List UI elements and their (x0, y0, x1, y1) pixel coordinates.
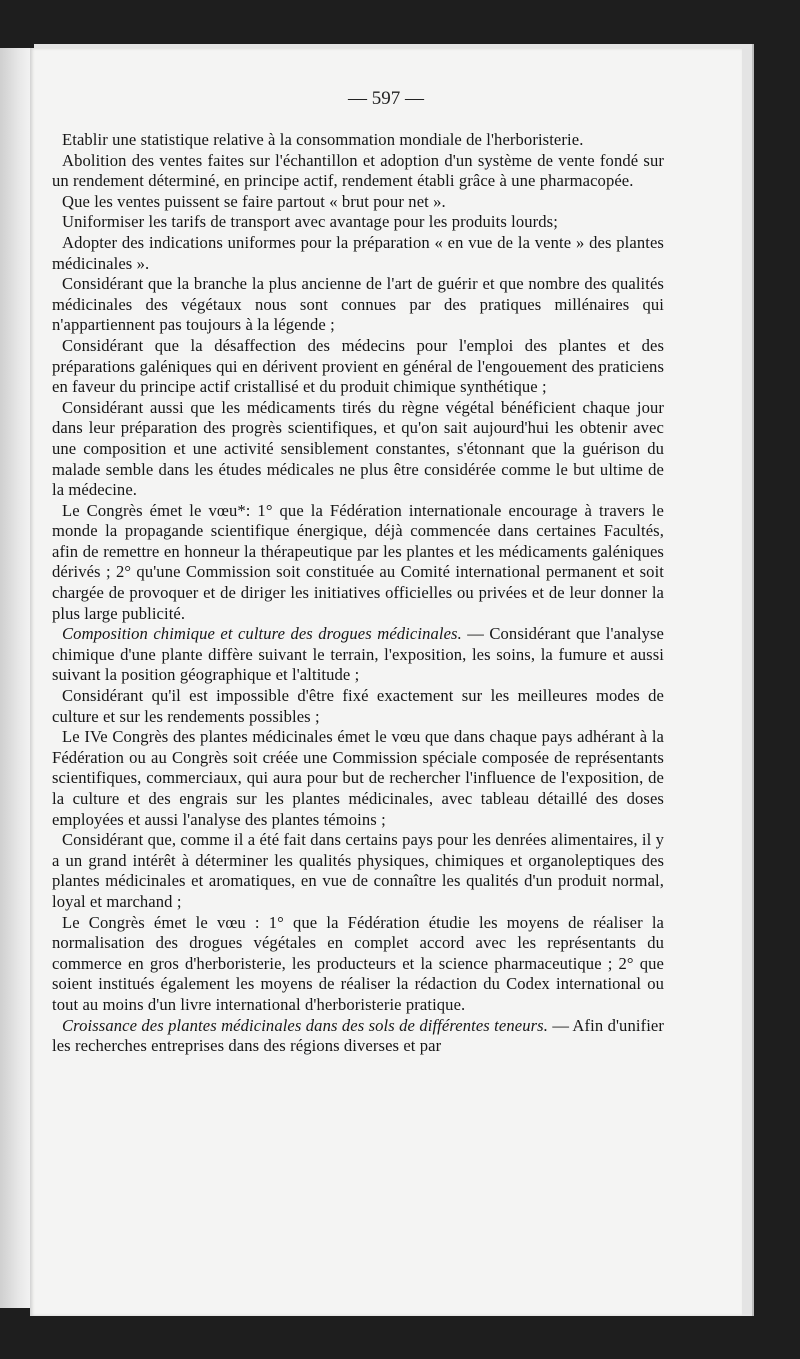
paragraph-11: Considérant qu'il est impossible d'être fixé exactement sur les meilleures modes de culture et sur les rendements possibles ; (52, 686, 664, 726)
paragraph-8: Considérant aussi que les médicaments tirés du règne végétal bénéficient chaque jour dans leur préparation des progrès scientifiques, et qu'on sait aujourd'hui les obtenir avec une composition et une activité sensiblement constantes, s'étonnant que la guérison du malade semble dans les études médicales ne plus être considérée comme le but ultime de la médecine. (52, 397, 664, 500)
paragraph-15: Croissance des plantes médicinales dans des sols de différentes teneurs. — Afin d'unifier les recherches entreprises dans des régions diverses et par (52, 1015, 664, 1056)
paragraph-6: Considérant que la branche la plus ancienne de l'art de guérir et que nombre des qualités médicinales des végétaux nous sont connues par des pratiques millénaires qui n'appartiennent pas toujours à la légende ; (52, 274, 664, 335)
body-text (52, 130, 664, 1057)
paragraph-4: Uniformiser les tarifs de transport avec avantage pour les produits lourds; (62, 212, 558, 232)
paragraph-3: Que les ventes puissent se faire partout « brut pour net ». (62, 191, 446, 211)
section-heading-croissance: Croissance des plantes médicinales dans des sols de différentes teneurs. (62, 1015, 548, 1035)
paragraph-1: Etablir une statistique relative à la consommation mondiale de l'herboristerie. (62, 130, 584, 149)
paragraph-14: Le Congrès émet le vœu : 1° que la Fédération étudie les moyens de réaliser la normalisation des drogues végétales en complet accord avec les représentants du commerce en gros d'herboristerie, les producteurs et la science pharmaceutique ; 2° que soient institués également les moyens de réaliser la rédaction du Codex international ou tout au moins d'un livre international d'herboristerie pratique. (52, 912, 664, 1014)
paragraph-5: Adopter des indications uniformes pour la préparation « en vue de la vente » des plantes médicinales ». (52, 232, 664, 273)
document-page (30, 48, 742, 1316)
paragraph-7: Considérant que la désaffection des médecins pour l'emploi des plantes et des préparations galéniques qui en dérivent provient en général de l'engouement des praticiens en faveur du principe actif cristallisé et du produit chimique synthétique ; (52, 335, 664, 397)
facing-page-edge (0, 48, 30, 1308)
paragraph-10: Composition chimique et culture des drogues médicinales. — Considérant que l'analyse chimique d'une plante diffère suivant le terrain, l'exposition, les soins, la fumure et aussi suivant la position géographique et l'altitude ; (52, 624, 664, 685)
page-number: — 597 — (348, 88, 424, 109)
paragraph-13: Considérant que, comme il a été fait dans certains pays pour les denrées alimentaires, il y a un grand intérêt à déterminer les qualités physiques, chimiques et organoleptiques des plantes médicinales et aromatiques, en vue de connaître les qualités d'un produit normal, loyal et marchand ; (52, 830, 664, 911)
paragraph-12: Le IVe Congrès des plantes médicinales émet le vœu que dans chaque pays adhérant à la Fédération ou au Congrès soit créée une Commission spéciale composée de représentants scientifiques, commerciaux, qui aura pour but de rechercher l'influence de l'exposition, de la culture et des engrais sur les plantes médicinales, avec tableau détaillé des doses employées et aussi l'analyse des plantes témoins ; (52, 727, 664, 829)
section-heading-composition: Composition chimique et culture des drogues médicinales. (62, 624, 462, 644)
paragraph-2: Abolition des ventes faites sur l'échantillon et adoption d'un système de vente fondé sur un rendement déterminé, en principe actif, rendement établi grâce à une pharmacopée. (52, 150, 664, 191)
paragraph-9: Le Congrès émet le vœu*: 1° que la Fédération internationale encourage à travers le monde la propagande scientifique énergique, déjà commencée dans certaines Facultés, afin de remettre en honneur la thérapeutique par les plantes et les médicaments galéniques dérivés ; 2° qu'une Commission soit constituée au Comité international permanent et soit chargée de provoquer et de diriger les initiatives officielles ou privées et de leur donner la plus large publicité. (52, 500, 664, 623)
